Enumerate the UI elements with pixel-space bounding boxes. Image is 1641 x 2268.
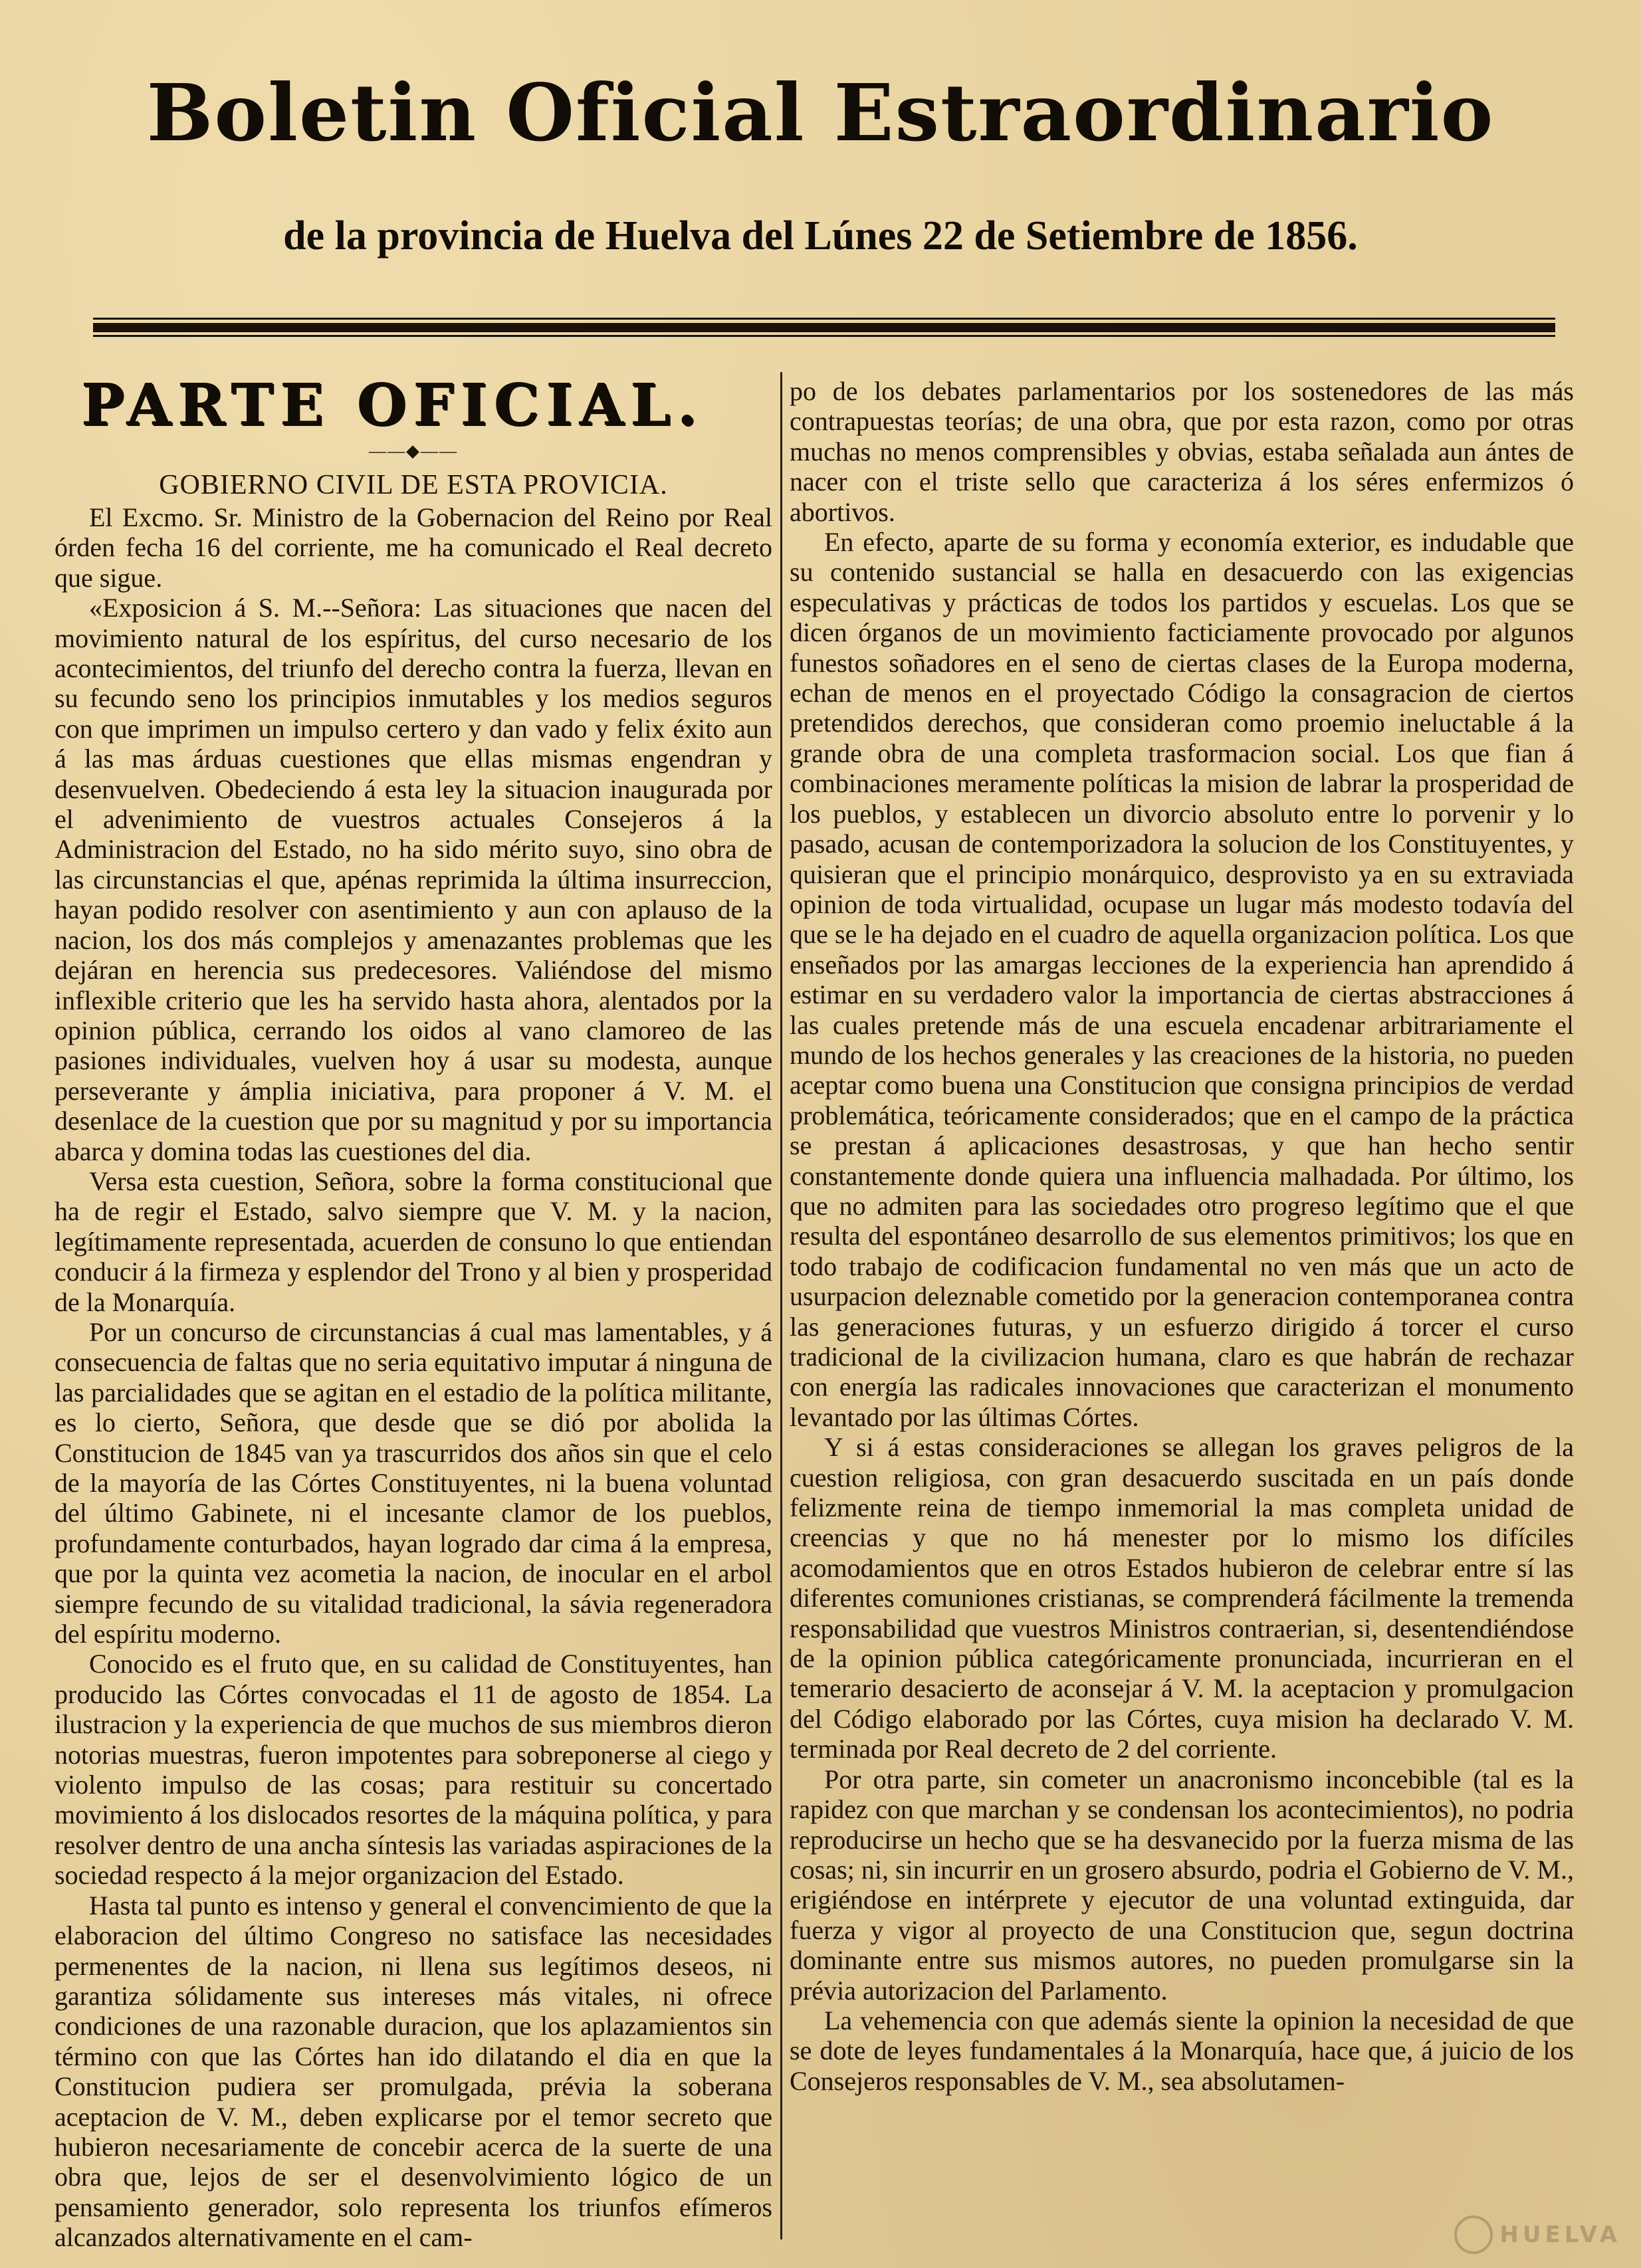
left-column xyxy=(55,372,772,2253)
watermark-text: HUELVA xyxy=(1499,2221,1621,2248)
paragraph: El Excmo. Sr. Ministro de la Gobernacion del Reino por Real órden fecha 16 del corriente, me ha comunicado el Real decreto que sigue. xyxy=(55,502,772,593)
paragraph: Versa esta cuestion, Señora, sobre la forma constitucional que ha de regir el Estado, salvo siempre que V. M. y la nacion, legítimamente representada, acuerden de consuno lo que entiendan conducir á la firmeza y esplendor del Trono y al bien y prosperidad de la Monarquía. xyxy=(55,1166,772,1317)
paragraph-continued: po de los debates parlamentarios por los sostenedores de las más contrapuestas teorías; de una obra, que por esta razon, como por otras muchas no menos comprensibles y obvias, estaba señalada aun ántes de nacer con el triste sello que caracteriza á los séres enfermizos ó abortivos. xyxy=(790,376,1574,527)
paragraph: Conocido es el fruto que, en su calidad de Constituyentes, han producido las Córtes convocadas el 11 de agosto de 1854. La ilustracion y la experiencia de que muchos de sus miembros dieron notorias muestras, fueron impotentes para sobreponerse al ciego y violento impulso de las cosas; para restituir su concertado movimiento á los dislocados resortes de la máquina política, y para resolver dentro de una ancha síntesis las variadas aspiraciones de la sociedad respecto á la mejor organizacion del Estado. xyxy=(55,1649,772,1891)
seal-icon xyxy=(1454,2216,1493,2254)
paragraph: Por otra parte, sin cometer un anacronismo inconcebible (tal es la rapidez con que marchan y se condensan los acontecimientos), no podria reproducirse un hecho que se ha desvanecido por la fuerza misma de las cosas; ni, sin incurrir en un grosero absurdo, podria el Gobierno de V. M., erigiéndose en intérprete y ejecutor de una voluntad extinguida, dar fuerza y vigor al proyecto de una Constitucion que, segun doctrina dominante entre sus mismos autores, no pueden promulgarse sin la prévia autorizacion del Parlamento. xyxy=(790,1764,1574,2006)
paragraph: Y si á estas consideraciones se allegan los graves peligros de la cuestion religiosa, con gran desacuerdo suscitada en un país donde felizmente reina de tiempo inmemorial la mas completa unidad de creencias y que no há menester por lo mismo los difíciles acomodamientos que en otros Estados hubieron de celebrar entre sí las diferentes comuniones cristianas, se comprenderá fácilmente la tremenda responsabilidad que vuestros Ministros contraerian, si, desentendiéndose de la opinion pública categóricamente pronunciada, incurrieran en el temerario desacierto de aconsejar á V. M. la aceptacion y promulgacion del Código elaborado por las Córtes, cuya mision ha declarado V. M. terminada por Real decreto de 2 del corriente. xyxy=(790,1432,1574,1764)
masthead-rule xyxy=(93,318,1555,338)
masthead-title: Boletin Oficial Estraordinario xyxy=(146,66,1495,159)
column-divider xyxy=(780,372,782,2239)
paragraph: En efecto, aparte de su forma y economía exterior, es indudable que su contenido sustancial se halla en desacuerdo con las exigencias especulativas y prácticas de todos los partidos y escuelas. Los que se dicen órganos de un movimiento facticiamente provocado por algunos funestos soñadores en el seno de ciertas clases de la Europa moderna, echan de menos en el proyectado Código la consagracion de ciertos pretendidos derechos, que consideran como proemio ineluctable á la grande obra de una completa trasformacion social. Los que fian á combinaciones meramente políticas la mision de labrar la prosperidad de los pueblos, y establecen un divorcio absoluto entre lo porvenir y lo pasado, acusan de contemporizadora la solucion de los Constituyentes, y quisieran que el principio monárquico, desprovisto ya en su extraviada opinion de toda virtualidad, ocupase un lugar más modesto todavía del que se le ha dejado en el cuadro de aquella organizacion política. Los que enseñados por las amargas lecciones de la experiencia han aprendido á estimar en su verdadero valor la importancia de ciertas abstracciones á las cuales pretende más de una escuela encadenar arbitrariamente el mundo de los hechos generales y las creaciones de la historia, no pueden aceptar como buena una Constitucion que consigna principios de verdad problemática, teóricamente considerados; que en el campo de la práctica se prestan á aplicaciones desastrosas, y que han hecho sentir constantemente donde quiera una influencia malhadada. Por último, los que no admiten para las sociedades otro progreso legítimo que el que resulta del espontáneo desarrollo de sus elementos primitivos; los que en todo trabajo de codificacion fundamental no ven más que un acto de usurpacion deleznable cometido por la generacion contemporanea contra las generaciones futuras, y un esfuerzo dirigido á torcer el curso tradicional de la civilizacion humana, claro es que habrán de rechazar con energía las radicales innovaciones que caracterizan el monumento levantado por las últimas Córtes. xyxy=(790,527,1574,1432)
masthead-subtitle: de la provincia de Huelva del Lúnes 22 de Setiembre de 1856. xyxy=(283,213,1358,258)
paragraph: Por un concurso de circunstancias á cual mas lamentables, y á consecuencia de faltas que no seria equitativo imputar á ninguna de las parcialidades que se agitan en el estadio de la política militante, es lo cierto, Señora, que desde que se dió por abolida la Constitucion de 1845 van ya trascurridos dos años sin que el celo de la mayoría de las Córtes Constituyentes, ni la buena voluntad del último Gabinete, ni el incesante clamor de los pueblos, profundamente conturbados, hayan logrado dar cima á la empresa, que por la quinta vez acometia la nacion, de inocular en el arbol siempre fecundo de su vitalidad tradicional, la sávia regeneradora del espíritu moderno. xyxy=(55,1316,772,1649)
paragraph: La vehemencia con que además siente la opinion la necesidad de que se dote de leyes fundamentales á la Monarquía, hace que, á juicio de los Consejeros responsables de V. M., sea absolutamen- xyxy=(790,2005,1574,2096)
paragraph: Hasta tal punto es intenso y general el convencimiento de que la elaboracion del último Congreso no satisface las necesidades permenentes de la nacion, ni llena sus legítimos deseos, ni garantiza sólidamente sus intereses más vitales, ni ofrece condiciones de una razonable duracion, que los aplazamientos sin término con que las Córtes han ido dilatando el dia en que la Constitucion pudiera ser promulgada, prévia la soberana aceptacion de V. M., deben explicarse por el temor secreto que hubieron necesariamente de concebir acerca de la suerte de una obra que, lejos de ser el desenvolvimiento lógico de un pensamiento generador, solo representa los triunfos efímeros alcanzados alternativamente en el cam- xyxy=(55,1890,772,2253)
right-column xyxy=(790,376,1574,2096)
government-heading: GOBIERNO CIVIL DE ESTA PROVICIA. xyxy=(159,470,668,500)
section-heading: PARTE OFICIAL. xyxy=(81,371,704,439)
paragraph: «Exposicion á S. M.--Señora: Las situaciones que nacen del movimiento natural de los espíritus, del curso necesario de los acontecimientos, del triunfo del derecho contra la fuerza, llevan en su fecundo seno los principios inmutables y los medios seguros con que imprimen un impulso certero y dan vado y felix éxito aun á las mas árduas cuestiones que ellas mismas engendran y desenvuelven. Obedeciendo á esta ley la situacion inaugurada por el advenimiento de vuestros actuales Consejeros á la Administracion del Estado, no ha sido mérito suyo, sino obra de las circunstancias el que, apénas reprimida la última insurreccion, hayan podido resolver con asentimiento y aun con aplauso de la nacion, los dos más complejos y amenazantes problemas que les dejáran en herencia sus predecesores. Valiéndose del mismo inflexible criterio que les ha servido hasta ahora, alentados por la opinion pública, cerrando los oidos al vano clamoreo de las pasiones individuales, vuelven hoy á usar su modesta, aunque perseverante y ámplia iniciativa, para proponer á V. M. el desenlace de la cuestion que por su magnitud y por su importancia abarca y domina todas las cuestiones del dia. xyxy=(55,593,772,1166)
ornament-divider: ——◆—— xyxy=(369,441,458,461)
archive-watermark xyxy=(1422,2215,1621,2255)
